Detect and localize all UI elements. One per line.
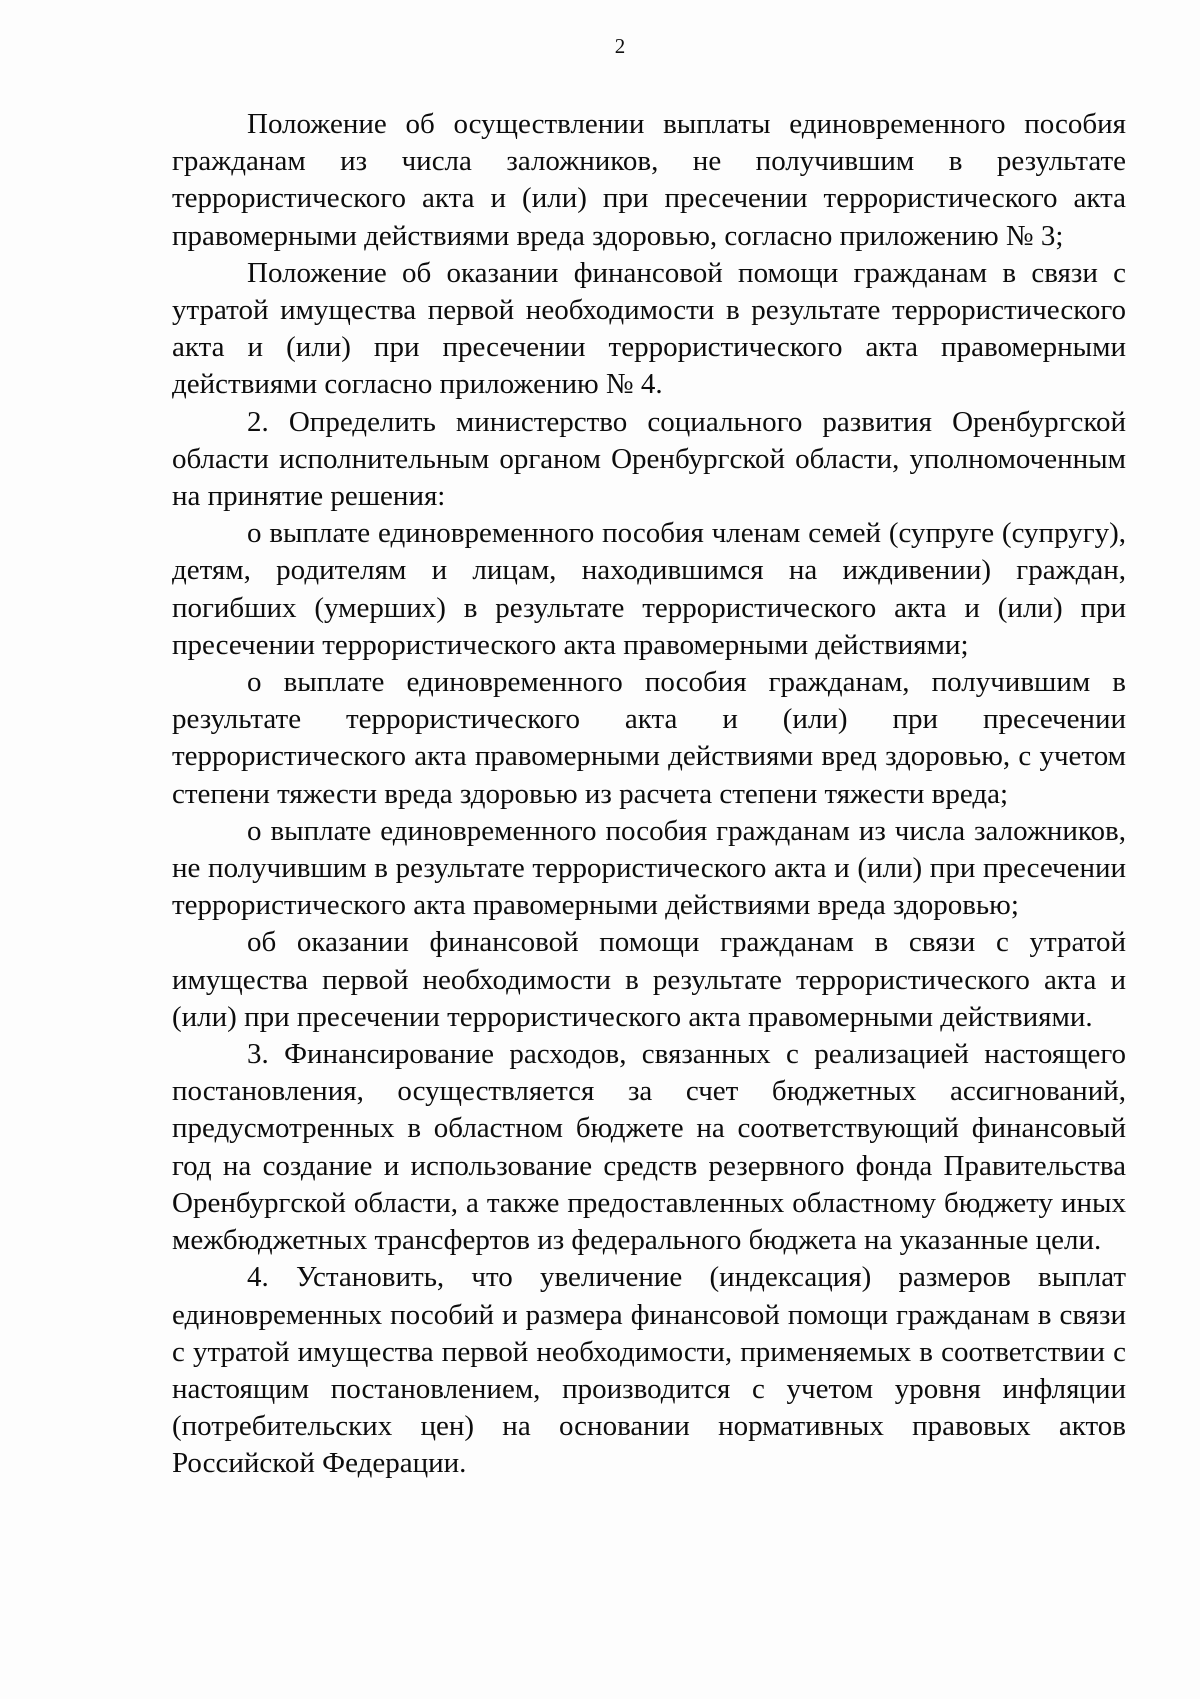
document-body [172, 106, 1126, 1483]
paragraph-clause-4: 4. Установить, что увеличение (индексация) размеров выплат единовременных пособий и размера финансовой помощи гражданам в связи с утратой имущества первой необходимости, применяемых в соответствии с настоящим постановлением, производится с учетом уровня инфляции (потребительских цен) на основании нормативных правовых актов Российской Федерации. [172, 1261, 1126, 1480]
paragraph-hostage-payment-regulation: Положение об осуществлении выплаты единовременного пособия гражданам из числа заложников, не получившим в результате террористического акта и (или) при пресечении террористического акта правомерными действиями вреда здоровью, согласно приложению № 3; [172, 108, 1126, 252]
page-number: 2 [614, 34, 626, 58]
paragraph-financial-aid-regulation: Положение об оказании финансовой помощи гражданам в связи с утратой имущества первой необходимости в результате террористического акта и (или) при пресечении террористического акта правомерными действиями согласно приложению № 4. [172, 256, 1126, 401]
paragraph-clause-3: 3. Финансирование расходов, связанных с реализацией настоящего постановления, осуществляется за счет бюджетных ассигнований, предусмотренных в областном бюджете на соответствующий финансовый год на создание и использование средств резервного фонда Правительства Оренбургской области, а также предоставленных областному бюджету иных межбюджетных трансфертов из федерального бюджета на указанные цели. [172, 1038, 1126, 1257]
paragraph-clause-2: 2. Определить министерство социального развития Оренбургской области исполнительным органом Оренбургской области, уполномоченным на принятие решения: [172, 405, 1126, 513]
paragraph-family-payment: о выплате единовременного пособия членам семей (супруге (супругу), детям, родителям и лицам, находившимся на иждивении) граждан, погибших (умерших) в результате террористического акта и (или) при пресечении террористического акта правомерными действиями; [172, 517, 1126, 661]
paragraph-property-aid: об оказании финансовой помощи гражданам в связи с утратой имущества первой необходимости в результате террористического акта и (или) при пресечении террористического акта правомерными действиями. [172, 926, 1126, 1033]
paragraph-hostage-payment: о выплате единовременного пособия гражданам из числа заложников, не получившим в результате террористического акта и (или) при пресечении террористического акта правомерными действиями вреда здоровью; [172, 814, 1126, 922]
paragraph-injury-payment: о выплате единовременного пособия гражданам, получившим в результате террористического акта и (или) при пресечении террористического акта правомерными действиями вред здоровью, с учетом степени тяжести вреда здоровью из расчета степени тяжести вреда; [172, 666, 1126, 810]
